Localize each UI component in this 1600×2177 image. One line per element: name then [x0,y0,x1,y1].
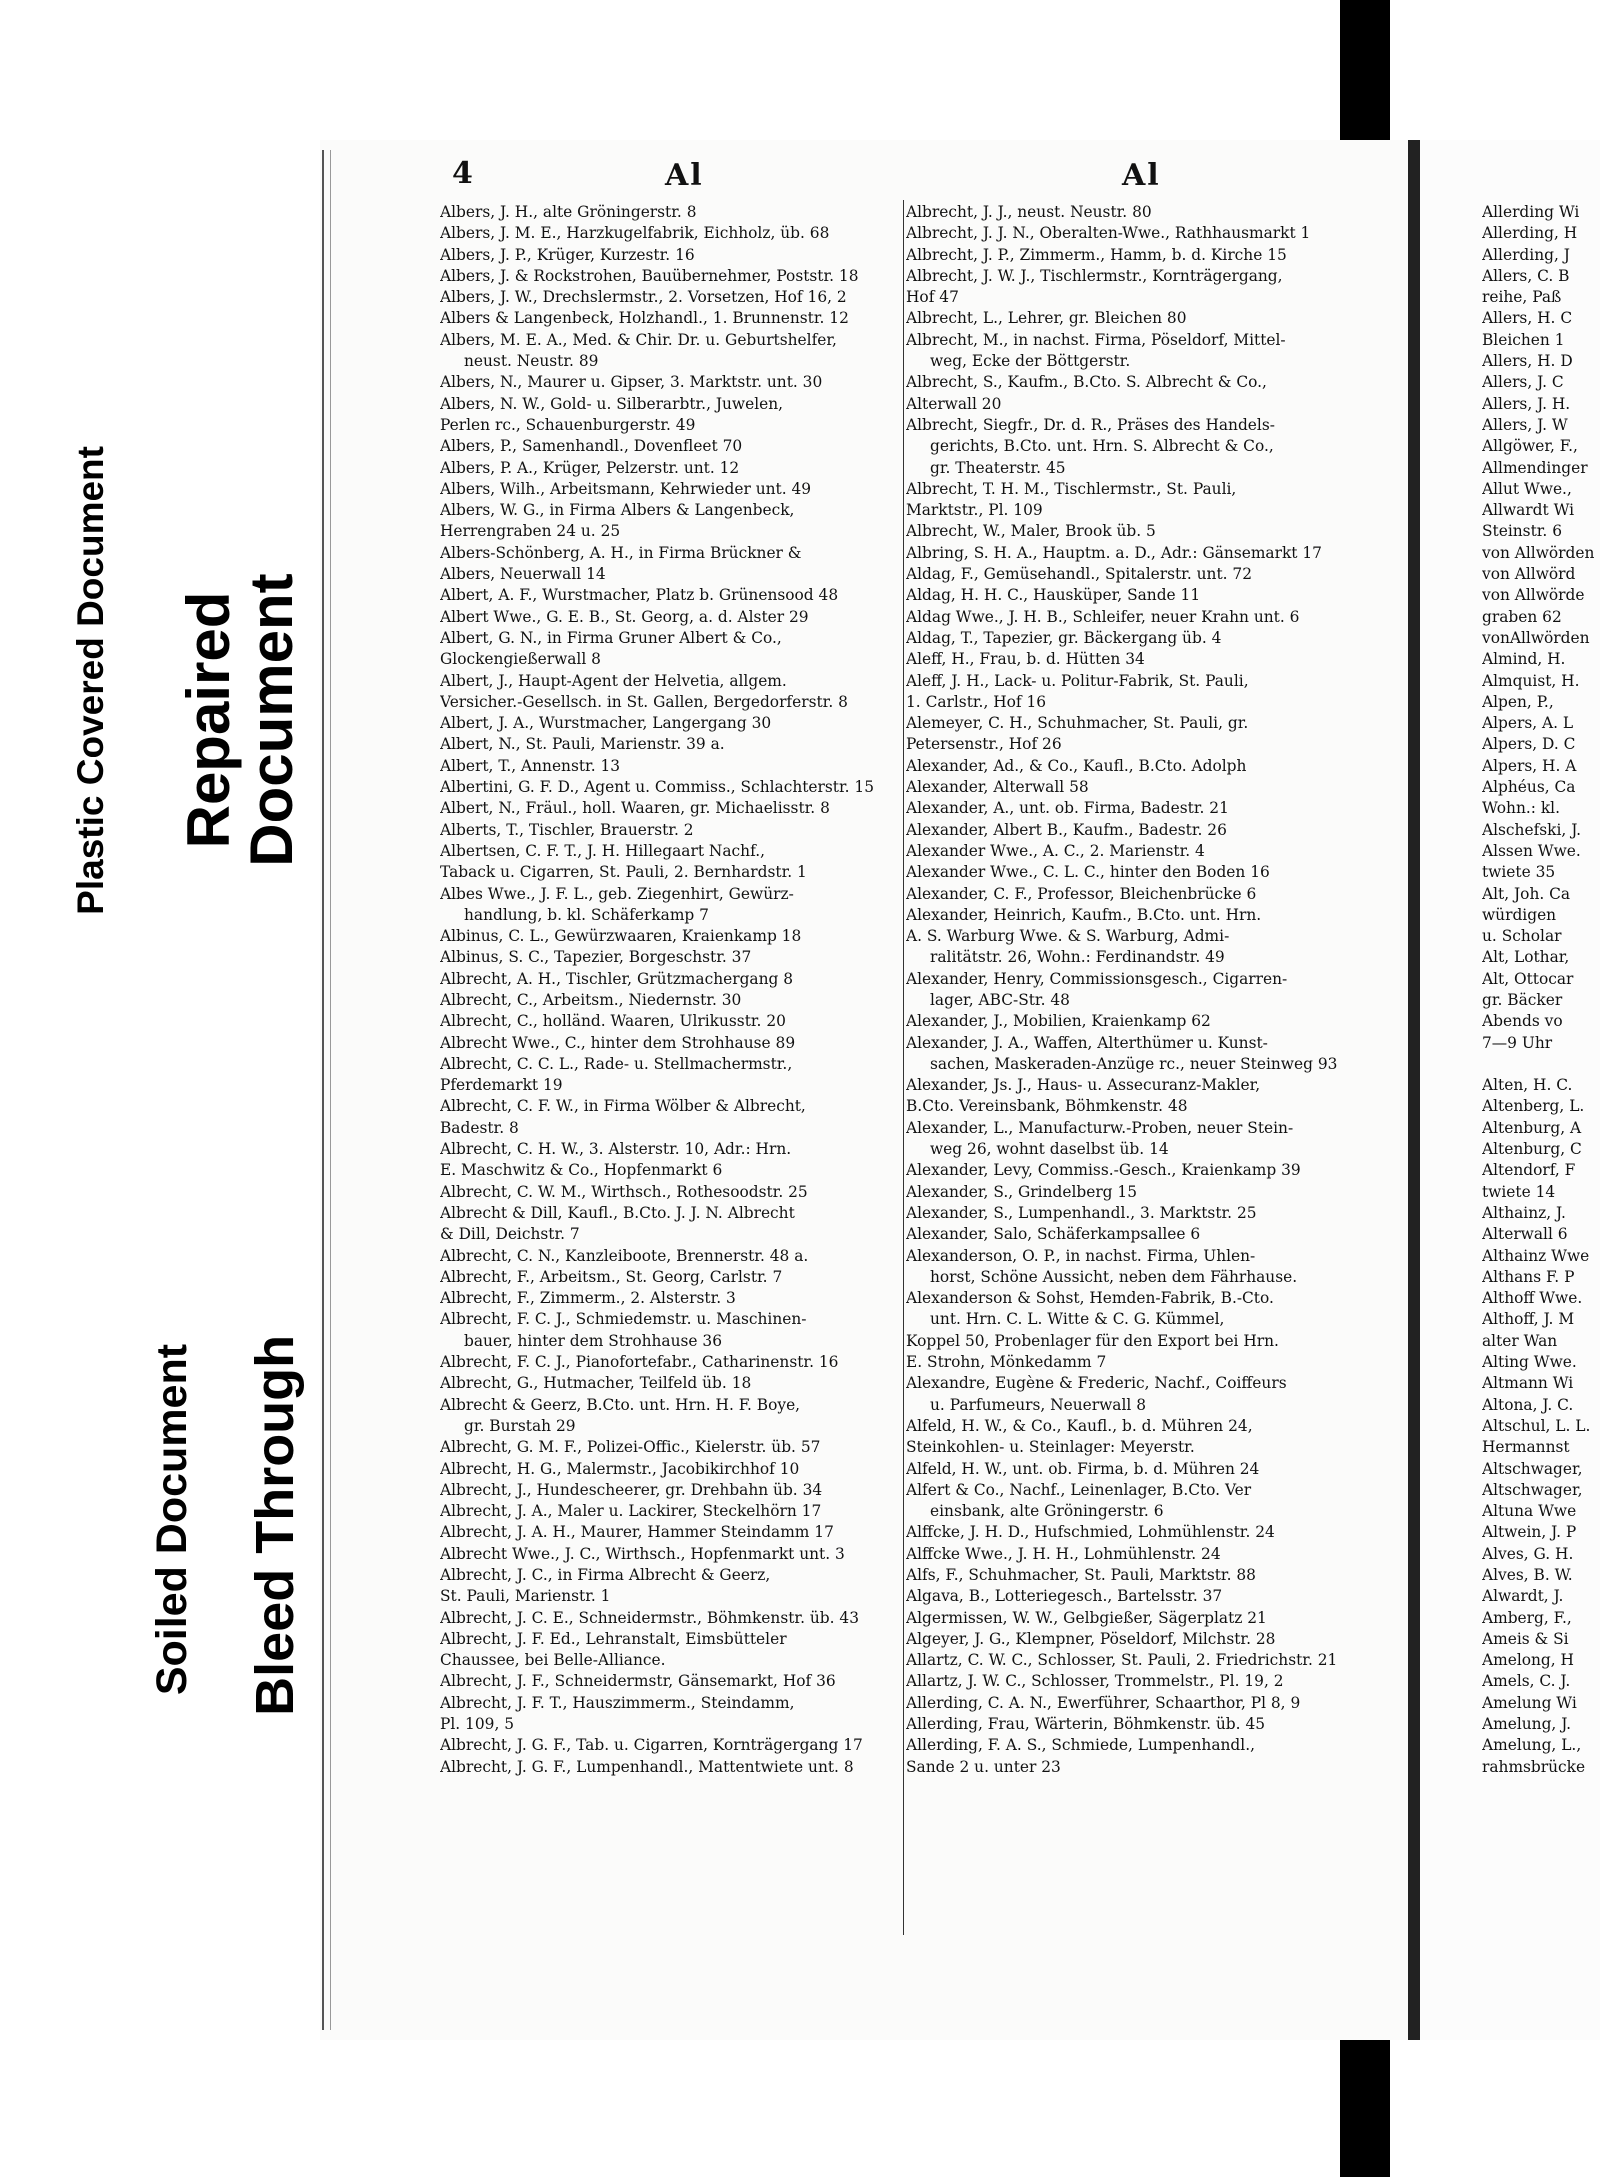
next-page-entry: Amelong, H [1482,1651,1574,1670]
left-column-entry: Albers, P. A., Krüger, Pelzerstr. unt. 12 [440,458,740,477]
right-column-entry: Allerding, Frau, Wärterin, Böhmkenstr. üb. 45 [906,1715,1266,1734]
next-page-entry: von Allwörden [1482,543,1595,562]
next-page-entry: Alschefski, J. [1482,820,1582,839]
next-page-entry: Alten, H. C. [1482,1076,1573,1095]
next-page-entry: Allerding Wi [1482,203,1580,221]
left-column-entry: Chaussee, bei Belle-Alliance. [440,1651,666,1670]
next-page-entry: Altenberg, L. [1482,1097,1585,1116]
left-column-entry: Versicher.-Gesellsch. in St. Gallen, Bergedorferstr. 8 [440,692,848,711]
right-column-entry: B.Cto. Vereinsbank, Böhmkenstr. 48 [906,1097,1188,1116]
next-page-entry: Altschul, L. L. [1482,1416,1591,1435]
right-column-entry: Algeyer, J. G., Klempner, Pöseldorf, Milchstr. 28 [906,1629,1276,1648]
right-column-entry: Allartz, C. W. C., Schlosser, St. Pauli, 2. Friedrichstr. 21 [906,1651,1338,1670]
next-page-entry: Alterwall 6 [1482,1225,1568,1244]
left-column-entry: Albert, J., Haupt-Agent der Helvetia, allgem. [440,671,787,690]
left-column-entry: Albers, J. M. E., Harzkugelfabrik, Eichholz, üb. 68 [440,224,830,243]
left-column-entry: Pferdemarkt 19 [440,1076,563,1095]
left-column-entry: Albers & Langenbeck, Holzhandl., 1. Brunnenstr. 12 [440,309,849,328]
right-column-entry: unt. Hrn. C. L. Witte & C. G. Kümmel, [930,1310,1225,1329]
right-column-entry: Alexander, C. F., Professor, Bleichenbrücke 6 [906,884,1257,903]
right-column-entry: Alexander Wwe., A. C., 2. Marienstr. 4 [906,841,1205,860]
left-column-entry: Albert, N., St. Pauli, Marienstr. 39 a. [440,735,725,754]
column-divider [903,200,904,1935]
next-page-entry: alter Wan [1482,1331,1558,1350]
left-column-entry: Albrecht, J. G. F., Lumpenhandl., Mattentwiete unt. 8 [440,1757,854,1776]
next-page-entry: Amelung Wi [1482,1693,1577,1712]
label-soiled-text: Soiled Document [147,1344,196,1696]
left-column-entry: Albers, W. G., in Firma Albers & Langenbeck, [440,501,795,520]
left-column-entry: Albers, J. H., alte Gröningerstr. 8 [440,203,697,221]
next-page-entry: Wohn.: kl. [1482,799,1560,818]
left-column-entry: Albers-Schönberg, A. H., in Firma Brückner & [440,543,802,562]
next-page-entry: gr. Bäcker [1482,990,1563,1009]
next-page-entry: Alpers, D. C [1482,735,1576,754]
left-column-entry: Albers, N., Maurer u. Gipser, 3. Marktstr. unt. 30 [440,373,823,392]
left-column-entry: Albrecht Wwe., J. C., Wirthsch., Hopfenmarkt unt. 3 [440,1544,845,1563]
left-column-entry: Albrecht, A. H., Tischler, Grützmachergang 8 [440,969,794,988]
right-column-entry: Alemeyer, C. H., Schuhmacher, St. Pauli, gr. [906,714,1249,733]
label-repaired [165,505,315,935]
next-page-entry: Amberg, F., [1482,1608,1572,1627]
right-column-entry: Aldag, T., Tapezier, gr. Bäckergang üb. 4 [906,628,1222,647]
next-page-entry: graben 62 [1482,607,1562,626]
right-column-entry: Albrecht, T. H. M., Tischlermstr., St. Pauli, [906,479,1237,498]
right-column-entry: einsbank, alte Gröningerstr. 6 [930,1502,1164,1521]
book-binding [1408,140,1420,2040]
left-column-entry: Pl. 109, 5 [440,1715,515,1734]
right-column-entry: Koppel 50, Probenlager für den Export bei Hrn. [906,1331,1279,1350]
next-page-entry: Bleichen 1 [1482,330,1565,349]
next-page-entry: Althoff, J. M [1482,1310,1575,1329]
right-column-entry: Algava, B., Lotteriegesch., Bartelsstr. 37 [906,1587,1223,1606]
left-column-entry: Albrecht, G., Hutmacher, Teilfeld üb. 18 [440,1374,752,1393]
next-page-entry: Allers, H. C [1482,309,1573,328]
left-column-entry: gr. Burstah 29 [464,1416,576,1435]
scan-border-top [1340,0,1390,140]
left-column-entry: Albrecht, F., Arbeitsm., St. Georg, Carlstr. 7 [440,1267,783,1286]
right-column-entry: ralitätstr. 26, Wohn.: Ferdinandstr. 49 [930,948,1225,967]
next-page-entry: Almind, H. [1482,650,1566,669]
left-column-entry: Albrecht Wwe., C., hinter dem Strohhause 89 [440,1033,796,1052]
left-column-entry: Badestr. 8 [440,1118,519,1137]
left-column-entry: Albers, J. W., Drechslermstr., 2. Vorsetzen, Hof 16, 2 [440,288,847,307]
next-page-entry: Althainz Wwe [1482,1246,1590,1265]
next-page-entry: Altschwager, [1482,1459,1583,1478]
left-column-entry: Glockengießerwall 8 [440,650,601,669]
left-column-entry: Albrecht, C. H. W., 3. Alsterstr. 10, Adr.: Hrn. [440,1140,792,1159]
right-column-entry: Aldag Wwe., J. H. B., Schleifer, neuer Krahn unt. 6 [906,607,1300,626]
left-column-entry: Albrecht, C. C. L., Rade- u. Stellmachermstr., [440,1054,793,1073]
right-column-entry: Alexander, Heinrich, Kaufm., B.Cto. unt. Hrn. [906,905,1262,924]
right-column-entry: Sande 2 u. unter 23 [906,1757,1061,1776]
right-column-entry: weg, Ecke der Böttgerstr. [930,352,1131,371]
next-page-entry: Althainz, J. [1482,1203,1566,1222]
next-page-entry: Allers, J. W [1482,415,1568,434]
right-column-entry: Alexanderson, O. P., in nachst. Firma, Uhlen- [906,1246,1256,1265]
left-column-entry: Albrecht, G. M. F., Polizei-Offic., Kielerstr. üb. 57 [440,1438,821,1457]
label-bleed-through-text: Bleed Through [244,1334,305,1716]
left-column-entry: Albers, Neuerwall 14 [440,565,606,584]
left-column-entry: Albrecht, J. C., in Firma Albrecht & Geerz, [440,1566,771,1584]
right-column-entry: Petersenstr., Hof 26 [906,735,1062,754]
right-column-entry: Hof 47 [906,288,959,307]
next-page-entry: Alwardt, J. [1482,1587,1564,1606]
page-number: 4 [452,156,473,191]
next-page-entry: Allers, J. H. [1482,394,1571,413]
left-column-entry: Albrecht, C., holländ. Waaren, Ulrikusstr. 20 [440,1012,786,1031]
left-column-entry: Albrecht, J. A. H., Maurer, Hammer Steindamm 17 [440,1523,834,1542]
right-column-entry: Alexanderson & Sohst, Hemden-Fabrik, B.-Cto. [906,1289,1274,1308]
right-column-entry: Alexander, A., unt. ob. Firma, Badestr. 21 [906,799,1229,818]
next-page-entry: Althans F. P [1482,1267,1575,1286]
next-page-entry: twiete 14 [1482,1182,1556,1201]
right-column-entry: Aleff, J. H., Lack- u. Politur-Fabrik, St. Pauli, [906,671,1249,690]
left-column-entry: Albrecht, J. A., Maler u. Lackirer, Steckelhörn 17 [440,1502,822,1521]
right-column-entry: gerichts, B.Cto. unt. Hrn. S. Albrecht & Co., [930,437,1274,456]
next-page-entry: Allmendinger [1482,458,1588,477]
right-column-entry: Albring, S. H. A., Hauptm. a. D., Adr.: Gänsemarkt 17 [906,543,1322,562]
next-page-fragment [1420,140,1600,2040]
left-column-entry: Albrecht & Geerz, B.Cto. unt. Hrn. H. F. Boye, [440,1395,801,1414]
left-column-entry: Albrecht & Dill, Kaufl., B.Cto. J. J. N. Albrecht [440,1203,795,1222]
right-column-entry: Steinkohlen- u. Steinlager: Meyerstr. [906,1438,1195,1457]
right-column-entry: Allartz, J. W. C., Schlosser, Trommelstr., Pl. 19, 2 [906,1672,1284,1691]
next-page-entry: Alpers, H. A [1482,756,1577,775]
next-page-entry: Alting Wwe. [1482,1353,1577,1372]
right-column-entry: Albrecht, J. J., neust. Neustr. 80 [906,203,1152,221]
left-column-entry: Albert, G. N., in Firma Gruner Albert & Co., [440,628,782,647]
left-column-entry: Albinus, C. L., Gewürzwaaren, Kraienkamp 18 [440,927,802,946]
next-page-entry: Altwein, J. P [1482,1523,1577,1542]
left-column-entry: Albrecht, J. C. E., Schneidermstr., Böhmkenstr. üb. 43 [440,1608,859,1627]
next-page-entry: Steinstr. 6 [1482,522,1562,541]
next-page-entry: Alt, Lothar, [1482,948,1570,967]
right-column-entry: Alexander, Salo, Schäferkampsallee 6 [906,1225,1201,1244]
left-column-entry: Albrecht, J. F. T., Hauszimmerm., Steindamm, [440,1693,795,1712]
right-column-entry: Marktstr., Pl. 109 [906,501,1043,520]
left-column-entry: Albrecht, H. G., Malermstr., Jacobikirchhof 10 [440,1459,800,1478]
right-column-entry: Alexander Wwe., C. L. C., hinter den Boden 16 [906,863,1270,882]
left-column-entry: Perlen rc., Schauenburgerstr. 49 [440,415,696,434]
right-column-entry: Alexander, Alterwall 58 [906,778,1089,797]
next-page-entry: Alssen Wwe. [1482,841,1581,860]
left-column-entry: Albert, J. A., Wurstmacher, Langergang 30 [440,714,772,733]
right-column-entry: Alexander, Js. J., Haus- u. Assecuranz-Makler, [906,1076,1261,1095]
next-page-entry: Abends vo [1482,1012,1563,1031]
left-column-entry: Albertini, G. F. D., Agent u. Commiss., Schlachterstr. 15 [440,778,875,797]
next-page-entry: Ameis & Si [1482,1629,1569,1648]
next-page-entry: twiete 35 [1482,863,1556,882]
next-page-entry: Alt, Ottocar [1482,969,1574,988]
left-column-entry: Albrecht, C. F. W., in Firma Wölber & Albrecht, [440,1097,806,1116]
left-column-entry: Albert, A. F., Wurstmacher, Platz b. Grünensood 48 [440,586,839,605]
next-page-entry: Allerding, H [1482,224,1578,243]
next-page-entry: Amels, C. J. [1482,1672,1571,1691]
right-column-entry: Alffcke, J. H. D., Hufschmied, Lohmühlenstr. 24 [906,1523,1275,1542]
right-column-entry: E. Strohn, Mönkedamm 7 [906,1353,1107,1372]
left-column-entry: Taback u. Cigarren, St. Pauli, 2. Bernhardstr. 1 [440,863,807,882]
right-column-entry: Alterwall 20 [906,394,1002,413]
left-column-entry: Albert Wwe., G. E. B., St. Georg, a. d. Alster 29 [440,607,809,626]
left-column-entry: & Dill, Deichstr. 7 [440,1225,580,1244]
left-column-entry: Albers, J. P., Krüger, Kurzestr. 16 [440,245,695,264]
right-column-entry: Allerding, F. A. S., Schmiede, Lumpenhandl., [906,1736,1255,1755]
right-column-entry: Alfs, F., Schuhmacher, St. Pauli, Marktstr. 88 [906,1566,1256,1584]
right-column-entry: Alexander, S., Lumpenhandl., 3. Marktstr. 25 [906,1203,1257,1222]
left-column-entries [440,202,902,1778]
running-head-right: Al [1122,158,1161,193]
right-column-entry: Alexander, Ad., & Co., Kaufl., B.Cto. Adolph [906,756,1247,775]
right-column-entry: u. Parfumeurs, Neuerwall 8 [930,1395,1146,1414]
label-soiled [140,1225,205,1815]
right-column-entry: weg 26, wohnt daselbst üb. 14 [930,1140,1169,1159]
right-column-entry: Alfeld, H. W., unt. ob. Firma, b. d. Mühren 24 [906,1459,1260,1478]
left-column-entry: bauer, hinter dem Strohhause 36 [464,1331,722,1350]
next-page-entry: würdigen [1482,905,1557,924]
next-page-entry: Altuna Wwe [1482,1502,1577,1521]
left-column-entry: Albrecht, C. W. M., Wirthsch., Rothesoodstr. 25 [440,1182,808,1201]
left-column-entry: Albrecht, J., Hundescheerer, gr. Drehbahn üb. 34 [440,1480,823,1499]
right-column-entry: Albrecht, J. J. N., Oberalten-Wwe., Rathhausmarkt 1 [906,224,1311,243]
left-column-entry: Albinus, S. C., Tapezier, Borgeschstr. 37 [440,948,752,967]
left-column-entry: Herrengraben 24 u. 25 [440,522,621,541]
next-page-entry: Altenburg, A [1482,1118,1582,1137]
label-bleed-through [230,1245,320,1805]
right-column-entry: Albrecht, W., Maler, Brook üb. 5 [906,522,1156,541]
right-column-entry: gr. Theaterstr. 45 [930,458,1066,477]
left-column-entry: Albrecht, F. C. J., Pianofortefabr., Catharinenstr. 16 [440,1353,839,1372]
right-column-entry: Alffcke Wwe., J. H. H., Lohmühlenstr. 24 [906,1544,1221,1563]
next-page-entry: Althoff Wwe. [1482,1289,1583,1308]
left-column-entry: Albert, T., Annenstr. 13 [440,756,621,775]
right-column-entry: A. S. Warburg Wwe. & S. Warburg, Admi- [906,927,1230,946]
right-column-entry: Allerding, C. A. N., Ewerführer, Schaarthor, Pl 8, 9 [906,1693,1301,1712]
right-column-entry: Alexander, Levy, Commiss.-Gesch., Kraienkamp 39 [906,1161,1301,1180]
label-plastic-covered [62,370,120,990]
next-page-entry: Allers, H. D [1482,352,1573,371]
left-column-entry: Albertsen, C. F. T., J. H. Hillegaart Nachf., [440,841,766,860]
next-page-entry: 7—9 Uhr [1482,1033,1553,1052]
left-column-entry: Albrecht, J. F., Schneidermstr, Gänsemarkt, Hof 36 [440,1672,836,1691]
left-column-entry: Albrecht, C., Arbeitsm., Niedernstr. 30 [440,990,742,1009]
right-column-entries [906,202,1368,1778]
next-page-entry: von Allwörde [1482,586,1585,605]
next-page-entry: Allut Wwe., [1482,479,1572,498]
right-column-entry: Aldag, F., Gemüsehandl., Spitalerstr. unt. 72 [906,565,1253,584]
left-column-entry: handlung, b. kl. Schäferkamp 7 [464,905,709,924]
next-page-entry: rahmsbrücke [1482,1757,1586,1776]
next-page-entry: Altenburg, C [1482,1140,1582,1159]
page-fold-edge [322,150,331,2030]
next-page-entry: Alpers, A. L [1482,714,1574,733]
next-page-entry: u. Scholar [1482,927,1562,946]
page-margin [0,0,330,2177]
left-column-entry: Albrecht, J. F. Ed., Lehranstalt, Eimsbütteler [440,1629,787,1648]
right-column-entry: Alexander, Albert B., Kaufm., Badestr. 26 [906,820,1227,839]
right-column-entry: Alfeld, H. W., & Co., Kaufl., b. d. Mühren 24, [906,1416,1253,1435]
next-page-entry: Altmann Wi [1482,1374,1574,1393]
next-page-entry: Allers, J. C [1482,373,1564,392]
right-column-entry: 1. Carlstr., Hof 16 [906,692,1047,711]
left-column-entry: Albers, J. & Rockstrohen, Bauübernehmer, Poststr. 18 [440,266,859,285]
next-page-entry: Allers, C. B [1482,266,1570,285]
right-column-entry: Alexander, J., Mobilien, Kraienkamp 62 [906,1012,1211,1031]
next-page-entry: vonAllwörden [1482,628,1590,647]
label-repaired-text: Repaired Document [175,573,305,867]
right-column-entry: horst, Schöne Aussicht, neben dem Fährhause. [930,1267,1298,1286]
left-column-entry: Albers, N. W., Gold- u. Silberarbtr., Juwelen, [440,394,784,413]
scan-border-bottom [1340,2040,1390,2177]
next-page-entry: Altendorf, F [1482,1161,1576,1180]
left-column-entry: E. Maschwitz & Co., Hopfenmarkt 6 [440,1161,723,1180]
left-column-entry: Albers, M. E. A., Med. & Chir. Dr. u. Geburtshelfer, [440,330,837,349]
left-column-entry: St. Pauli, Marienstr. 1 [440,1587,611,1606]
next-page-entry [1482,1054,1594,1075]
next-page-entry: Allwardt Wi [1482,501,1575,520]
right-column-entry: Alfert & Co., Nachf., Leinenlager, B.Cto. Ver [906,1480,1252,1499]
next-page-entry: Alpen, P., [1482,692,1554,711]
left-column-entry: Albrecht, F., Zimmerm., 2. Alsterstr. 3 [440,1289,736,1308]
next-page-entry: Alves, G. H. [1482,1544,1574,1563]
left-column-entry: Albrecht, C. N., Kanzleiboote, Brennerstr. 48 a. [440,1246,809,1265]
next-page-entry: von Allwörd [1482,565,1576,584]
right-column-entry: Albrecht, J. P., Zimmerm., Hamm, b. d. Kirche 15 [906,245,1287,264]
left-column-entry: Albers, P., Samenhandl., Dovenfleet 70 [440,437,743,456]
right-column-entry: Albrecht, M., in nachst. Firma, Pöseldorf, Mittel- [906,330,1286,349]
right-column-entry: Algermissen, W. W., Gelbgießer, Sägerplatz 21 [906,1608,1267,1627]
right-column-entry: Albrecht, Siegfr., Dr. d. R., Präses des Handels- [906,415,1275,434]
right-column-entry: sachen, Maskeraden-Anzüge rc., neuer Steinweg 93 [930,1054,1338,1073]
next-page-entry: Alves, B. W. [1482,1566,1573,1584]
next-page-entry: Hermannst [1482,1438,1570,1457]
right-column-entry: Aldag, H. H. C., Hausküper, Sande 11 [906,586,1201,605]
next-page-entry: Amelung, L., [1482,1736,1582,1755]
next-page-entry: Altona, J. C. [1482,1395,1574,1414]
right-column-entry: Alexander, Henry, Commissionsgesch., Cigarren- [906,969,1288,988]
next-page-entry: Altschwager, [1482,1480,1583,1499]
next-page-entry: Alphéus, Ca [1482,778,1576,797]
left-column-entry: Albrecht, F. C. J., Schmiedemstr. u. Maschinen- [440,1310,807,1329]
label-plastic-covered-text: Plastic Covered Document [69,445,111,915]
right-column-entry: Alexandre, Eugène & Frederic, Nachf., Coiffeurs [906,1374,1287,1393]
right-column-entry: Alexander, J. A., Waffen, Alterthümer u. Kunst- [906,1033,1268,1052]
right-column-entry: Alexander, S., Grindelberg 15 [906,1182,1138,1201]
next-page-entry: Allgöwer, F., [1482,437,1578,456]
running-head-left: Al [665,158,704,193]
left-column-entry: Alberts, T., Tischler, Brauerstr. 2 [440,820,694,839]
right-column-entry: Albrecht, J. W. J., Tischlermstr., Kornträgergang, [906,266,1283,285]
right-column-entry: Albrecht, S., Kaufm., B.Cto. S. Albrecht & Co., [906,373,1267,392]
right-column-entry: Alexander, L., Manufacturw.-Proben, neuer Stein- [906,1118,1294,1137]
next-page-entry: reihe, Paß [1482,288,1562,307]
left-column-entry: Albes Wwe., J. F. L., geb. Ziegenhirt, Gewürz- [440,884,794,903]
left-column-entry: Albrecht, J. G. F., Tab. u. Cigarren, Kornträgergang 17 [440,1736,863,1755]
right-column-entry: lager, ABC-Str. 48 [930,990,1070,1009]
left-column-entry: Albers, Wilh., Arbeitsmann, Kehrwieder unt. 49 [440,479,812,498]
left-column-entry: Albert, N., Fräul., holl. Waaren, gr. Michaelisstr. 8 [440,799,830,818]
right-column-entry: Albrecht, L., Lehrer, gr. Bleichen 80 [906,309,1187,328]
next-page-entry: Almquist, H. [1482,671,1580,690]
right-column-entry: Aleff, H., Frau, b. d. Hütten 34 [906,650,1145,669]
next-page-entry: Allerding, J [1482,245,1570,264]
next-page-entry: Alt, Joh. Ca [1482,884,1571,903]
left-column-entry: neust. Neustr. 89 [464,352,599,371]
next-page-entry: Amelung, J. [1482,1715,1572,1734]
next-page-entries [1482,202,1594,1778]
